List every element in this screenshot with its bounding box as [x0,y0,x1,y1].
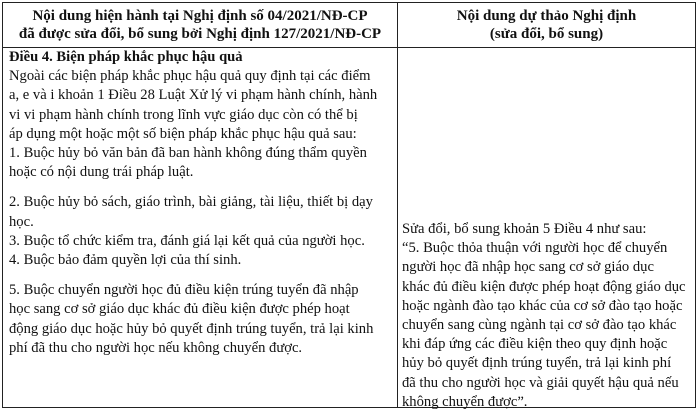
header-right-line-1: Nội dung dự thảo Nghị định [456,8,637,24]
header-draft-content [398,7,695,43]
item-2-line-2: học. [9,213,34,230]
draft-line-5: chuyển sang cùng ngành tại cơ sở đào tạo khác [402,317,677,334]
item-1-line-1: 1. Buộc hủy bỏ văn bản đã ban hành không đúng thẩm quyền [9,145,367,162]
current-content-cell [9,48,391,358]
draft-line-1: “5. Buộc thỏa thuận với người học để chuyển [402,240,668,257]
draft-line-3: khác đủ điều kiện được phép hoạt động giáo dục [402,278,686,295]
header-left-line-1: Nội dung hiện hành tại Nghị định số 04/2021/NĐ-CP [32,8,368,24]
item-5-line-3: động giáo dục hoặc hủy bỏ quyết định trúng tuyển, trả lại kinh [9,320,374,337]
draft-line-6: khi đáp ứng các điều kiện theo quy định hoặc [402,336,668,353]
intro-line-1: Ngoài các biện pháp khắc phục hậu quả quy định tại các điểm [9,68,371,85]
item-5-line-2: học sang cơ sở giáo dục khác đủ điều kiện được phép hoạt [9,301,350,318]
draft-content-cell [402,220,690,412]
table-header-row [3,3,695,48]
intro-line-4: áp dụng một hoặc một số biện pháp khắc phục hậu quả sau: [9,125,357,142]
draft-line-8: đã thu cho người học và giải quyết hậu quả nếu [402,374,679,391]
draft-line-4: hoặc ngành đào tạo khác của cơ sở đào tạo hoặc [402,297,683,314]
column-divider [397,3,398,407]
intro-line-2: a, e và i khoản 1 Điều 28 Luật Xử lý vi phạm hành chính, hành [9,87,378,104]
item-5-line-1: 5. Buộc chuyển người học đủ điều kiện trúng tuyển đã nhập [9,282,359,299]
header-left-line-2: đã được sửa đổi, bổ sung bởi Nghị định 127/2021/NĐ-CP [18,26,382,42]
header-current-content [3,7,397,43]
item-1-line-2: hoặc có nội dung trái pháp luật. [9,164,194,181]
draft-intro: Sửa đổi, bổ sung khoản 5 Điều 4 như sau: [402,221,647,237]
intro-line-3: vi vi phạm hành chính trong lĩnh vực giáo dục còn có thể bị [9,106,358,123]
item-5-line-4: phí đã thu cho người học nếu không chuyển được. [9,339,303,356]
article-title: Điều 4. Biện pháp khắc phục hậu quả [9,49,243,65]
item-2-line-1: 2. Buộc hủy bỏ sách, giáo trình, bài giảng, tài liệu, thiết bị dạy [9,194,373,211]
draft-line-7: hủy bỏ quyết định trúng tuyển, trả lại kinh phí [402,355,672,372]
item-4: 4. Buộc bảo đảm quyền lợi của thí sinh. [9,252,242,269]
draft-line-9: không chuyển được”. [402,393,528,410]
item-3: 3. Buộc tổ chức kiểm tra, đánh giá lại kết quả của người học. [9,232,365,249]
header-right-line-2: (sửa đổi, bổ sung) [489,26,604,42]
draft-line-2: người học đã nhập học sang cơ sở giáo dục [402,259,654,276]
